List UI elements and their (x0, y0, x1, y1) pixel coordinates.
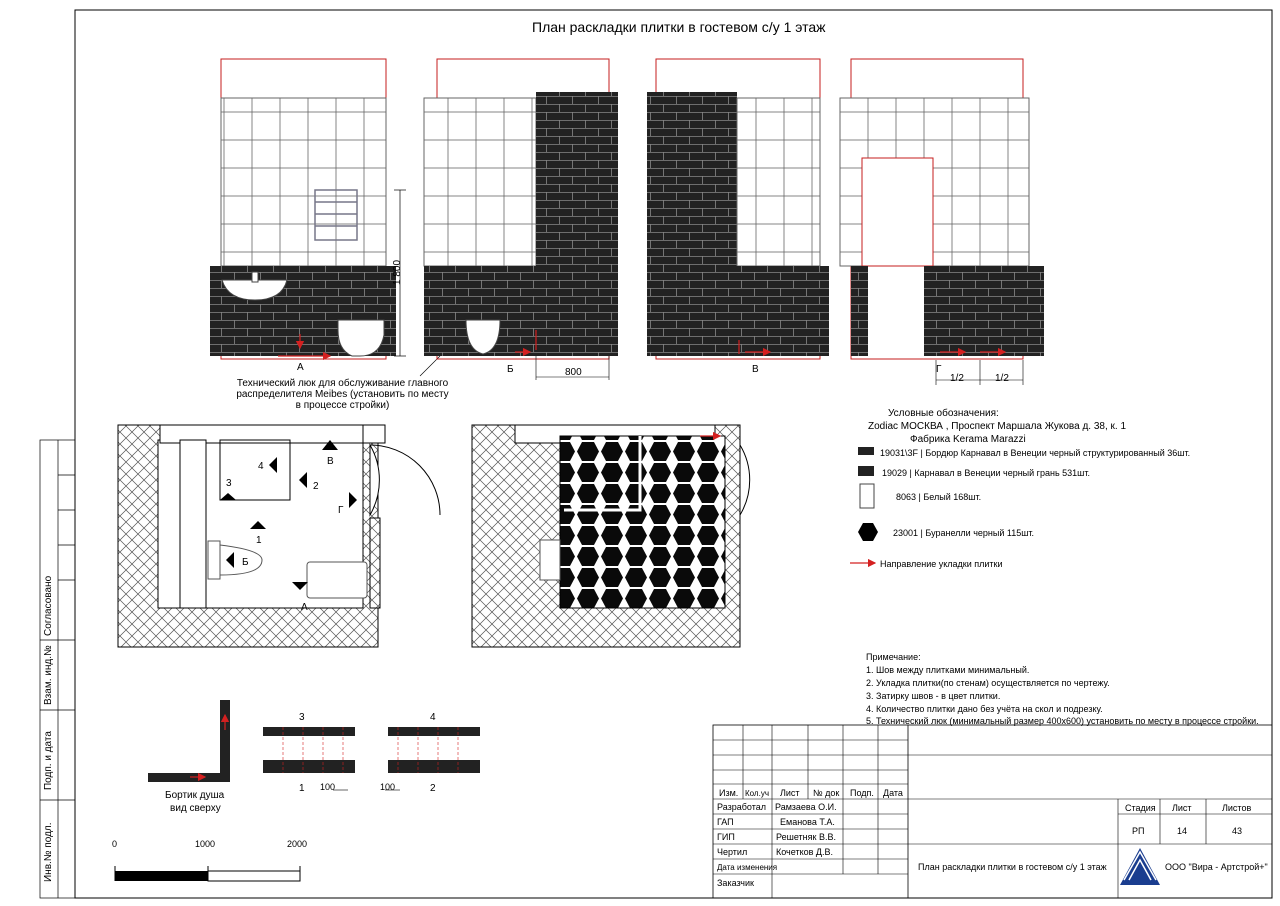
legend-item-white: 8063 | Белый 168шт. (896, 492, 982, 502)
tb-name-2: Решетняк В.В. (776, 832, 836, 842)
company-logo-icon (1120, 848, 1160, 885)
tb-sheet-name: План раскладки плитки в гостевом с/у 1 этаж (918, 862, 1107, 872)
scale-bar (115, 866, 300, 881)
tb-role-1: ГАП (717, 817, 734, 827)
floor-plan-hex-layout (472, 425, 750, 647)
hatch-note: Технический люк для обслуживание главного распределителя Meibes (установить по месту в процессе стройки) (236, 378, 449, 411)
tb-sheet-head: Лист (1172, 803, 1192, 813)
stamp-inventory: Инв.№ подл. (43, 822, 54, 882)
black-tile-icon (858, 466, 874, 476)
scale-tick-1000: 1000 (195, 839, 216, 849)
plan-marker-v: В (327, 456, 334, 467)
floor-plan-views (118, 425, 440, 647)
half-dimension-1: 1/2 (950, 373, 964, 384)
tb-sheet: 14 (1177, 826, 1188, 836)
elevation-label-v: В (752, 364, 759, 375)
height-dimension: 1 800 (392, 259, 403, 285)
section4-top: 4 (430, 712, 436, 723)
shower-label-1: Бортик душа (165, 790, 225, 801)
stamp-replacement: Взам. инд.№ (43, 645, 54, 705)
section4-bottom: 2 (430, 783, 436, 794)
shower-label-2: вид сверху (170, 803, 221, 814)
width-dimension-b: 800 (565, 367, 582, 378)
plan-marker-a: А (301, 602, 308, 613)
section4-dim: 100 (380, 782, 396, 792)
sheet-title: План раскладки плитки в гостевом с/у 1 этаж (532, 19, 826, 35)
plan-marker-1: 1 (256, 535, 262, 546)
plan-marker-g: Г (338, 505, 344, 516)
note-5: 5. Технический люк (минимальный размер 400х600) установить по месту в процессе стройки. (866, 716, 1259, 726)
legend-item-black: 19029 | Карнавал в Венеции черный грань 531шт. (882, 468, 1090, 478)
note-2: 2. Укладка плитки(по стенам) осуществляется по чертежу. (866, 678, 1110, 688)
note-1: 1. Шов между плитками минимальный. (866, 665, 1030, 675)
hexagon-tile-icon (858, 523, 878, 541)
border-strip-icon (858, 447, 874, 455)
tb-role-2: ГИП (717, 832, 735, 842)
white-tile-icon (860, 484, 874, 508)
elevation-label-a: А (297, 362, 304, 373)
note-3: 3. Затирку швов - в цвет плитки. (866, 691, 1001, 701)
legend-factory: Фабрика Kerama Marazzi (910, 434, 1026, 445)
tb-role-0: Разработал (717, 802, 766, 812)
elevation-label-b: Б (507, 364, 514, 375)
plan-marker-2: 2 (313, 481, 319, 492)
tb-stage-head: Стадия (1125, 803, 1156, 813)
tb-name-3: Кочетков Д.В. (776, 847, 833, 857)
elevation-b (424, 59, 618, 380)
tb-head-docno: № док (813, 788, 840, 798)
legend-item-arrow: Направление укладки плитки (880, 559, 1003, 569)
legend-store: Zodiac МОСКВА , Проспект Маршала Жукова д. 38, к. 1 (868, 421, 1127, 432)
tb-head-sheet: Лист (780, 788, 800, 798)
section3-bottom: 1 (299, 783, 305, 794)
section3-top: 3 (299, 712, 305, 723)
tb-role-4: Дата изменения (717, 863, 778, 872)
elevation-v (647, 59, 829, 359)
elevation-g (840, 59, 1044, 385)
tb-stage: РП (1132, 826, 1145, 836)
tb-name-1: Еманова Т.А. (780, 817, 835, 827)
stamp-agreed: Согласовано (43, 575, 54, 636)
tb-company: ООО "Вира - Артстрой+" (1165, 862, 1268, 872)
tb-sheets-head: Листов (1222, 803, 1252, 813)
legend-icons (850, 447, 878, 563)
tb-sheets: 43 (1232, 826, 1243, 836)
plan-marker-b: Б (242, 557, 249, 568)
notes-heading: Примечание: (866, 652, 921, 662)
legend-heading: Условные обозначения: (888, 408, 999, 419)
tb-role-5: Заказчик (717, 878, 754, 888)
tb-head-sign: Подп. (850, 788, 874, 798)
tb-head-count: Кол.уч (745, 789, 769, 798)
tb-role-3: Чертил (717, 847, 748, 857)
plan-marker-3: 3 (226, 478, 232, 489)
note-4: 4. Количество плитки дано без учёта на скол и подрезку. (866, 704, 1103, 714)
plan-marker-4: 4 (258, 461, 264, 472)
legend-item-hex: 23001 | Буранелли черный 115шт. (893, 528, 1035, 538)
tb-head-change: Изм. (719, 788, 739, 798)
section3-dim: 100 (320, 782, 336, 792)
tb-head-date: Дата (883, 788, 903, 798)
elevation-label-g: Г (936, 364, 942, 375)
elevation-a (210, 59, 440, 376)
scale-tick-2000: 2000 (287, 839, 308, 849)
shower-kerb-detail (148, 700, 230, 782)
stamp-signature-date: Подп. и дата (43, 731, 54, 790)
tb-name-0: Рамзаева О.И. (775, 802, 837, 812)
half-dimension-2: 1/2 (995, 373, 1009, 384)
section-details (263, 727, 480, 790)
scale-tick-0: 0 (112, 839, 118, 849)
legend-item-border: 19031\3F | Бордюр Карнавал в Венеции черный структурированный 36шт. (880, 448, 1191, 458)
